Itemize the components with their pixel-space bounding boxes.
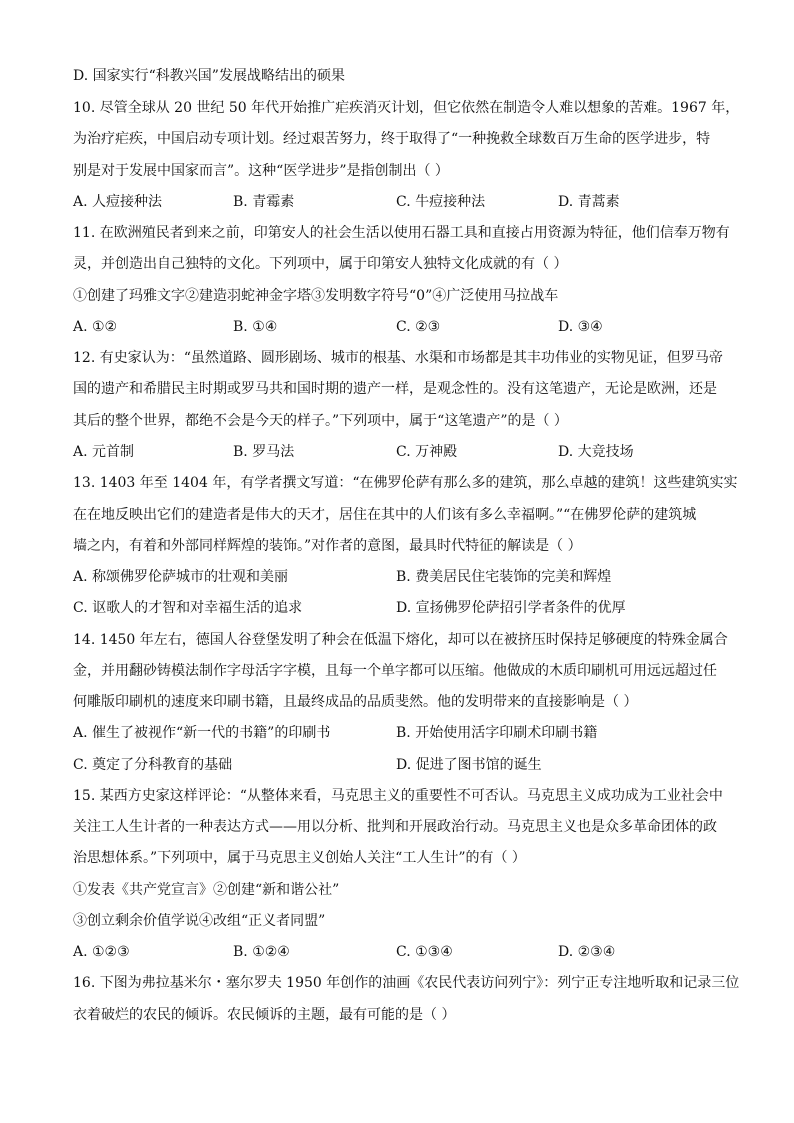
q12-text-line: 国的遗产和希腊民主时期或罗马共和国时期的遗产一样，是观念性的。没有这笔遗产，无论是欧洲，还是 <box>73 381 717 397</box>
q10-option-b: B. 青霉素 <box>233 194 295 210</box>
q12-option-c: C. 万神殿 <box>396 444 458 460</box>
q11-text-line: 11. 在欧洲殖民者到来之前，印第安人的社会生活以使用石器工具和直接占用资源为特征，他们信奉万物有 <box>73 225 730 241</box>
q14-option-b: B. 开始使用活字印刷术印刷书籍 <box>396 725 598 741</box>
q15-option-d: D. ②③④ <box>558 944 616 960</box>
q12-text-line: 12. 有史家认为：“虽然道路、圆形剧场、城市的根基、水渠和市场都是其丰功伟业的实物见证，但罗马帝 <box>73 350 723 366</box>
q11-option-d: D. ③④ <box>558 319 603 335</box>
q15-option-a: A. ①②③ <box>73 944 130 960</box>
q14-text-line: 14. 1450 年左右，德国人谷登堡发明了种会在低温下熔化，却可以在被挤压时保持足够硬度的特殊金属合 <box>73 632 728 648</box>
q11-text-line: 灵，并创造出自己独特的文化。下列项中，属于印第安人独特文化成就的有（ ） <box>73 256 568 272</box>
q16-text-line: 16. 下图为弗拉基米尔・塞尔罗夫 1950 年创作的油画《农民代表访问列宁》：列宁正专注地听取和记录三位 <box>73 975 740 991</box>
q10-text-line: 别是对于发展中国家而言”。这种“医学进步”是指创制出（ ） <box>73 163 449 179</box>
q11-option-c: C. ②③ <box>396 319 441 335</box>
q14-text-line: 金，并用翻砂铸模法制作字母活字字模，且每一个单字都可以压缩。他做成的木质印刷机可用远远超过任 <box>73 663 717 679</box>
q11-option-a: A. ①② <box>73 319 118 335</box>
q14-option-d: D. 促进了图书馆的诞生 <box>396 757 542 773</box>
q16-text-line: 衣着破烂的农民的倾诉。农民倾诉的主题，最有可能的是（ ） <box>73 1007 456 1023</box>
q13-option-b: B. 费美居民住宅装饰的完美和辉煌 <box>396 569 612 585</box>
q12-option-a: A. 元首制 <box>73 444 135 460</box>
q10-text-line: 为治疗疟疾，中国启动专项计划。经过艰苦努力，终于取得了“一种挽救全球数百万生命的医学进步，特 <box>73 131 711 147</box>
q14-option-a: A. 催生了被视作“新一代的书籍”的印刷书 <box>73 725 331 741</box>
q15-statements: ③创立剩余价值学说④改组“正义者同盟” <box>73 913 326 929</box>
q13-text-line: 13. 1403 年至 1404 年，有学者撰文写道：“在佛罗伦萨有那么多的建筑，那么卓越的建筑！这些建筑实实 <box>73 475 738 491</box>
q13-text-line: 在在地反映出它们的建造者是伟大的天才，居住在其中的人们该有多么幸福啊。”“在佛罗伦萨的建筑城 <box>73 507 697 523</box>
q12-option-d: D. 大竞技场 <box>558 444 634 460</box>
q13-option-a: A. 称颂佛罗伦萨城市的壮观和美丽 <box>73 569 289 585</box>
q11-statements: ①创建了玛雅文字②建造羽蛇神金字塔③发明数字符号“0”④广泛使用马拉战车 <box>73 288 559 304</box>
q13-option-c: C. 讴歌人的才智和对幸福生活的追求 <box>73 600 303 616</box>
q15-option-b: B. ①②④ <box>233 944 290 960</box>
q15-text-line: 15. 某西方史家这样评论：“从整体来看，马克思主义的重要性不可否认。马克思主义成功成为工业社会中 <box>73 788 723 804</box>
q15-text-line: 治思想体系。”下列项中，属于马克思主义创始人关注“工人生计”的有（ ） <box>73 850 526 866</box>
q13-text-line: 墙之内，有着和外部同样辉煌的装饰。”对作者的意图，最具时代特征的解读是（ ） <box>73 538 582 554</box>
q10-option-a: A. 人痘接种法 <box>73 194 163 210</box>
q12-text-line: 其后的整个世界，都绝不会是今天的样子。”下列项中，属于“这笔遗产”的是（ ） <box>73 413 568 429</box>
q10-option-c: C. 牛痘接种法 <box>396 194 486 210</box>
q12-option-b: B. 罗马法 <box>233 444 295 460</box>
q10-option-d: D. 青蒿素 <box>558 194 620 210</box>
q13-option-d: D. 宣扬佛罗伦萨招引学者条件的优厚 <box>396 600 626 616</box>
q14-option-c: C. 奠定了分科教育的基础 <box>73 757 233 773</box>
q15-statements: ①发表《共产党宣言》②创建“新和谐公社” <box>73 882 340 898</box>
q15-option-c: C. ①③④ <box>396 944 453 960</box>
q11-option-b: B. ①④ <box>233 319 278 335</box>
q10-text-line: 10. 尽管全球从 20 世纪 50 年代开始推广疟疾消灭计划，但它依然在制造令人难以想象的苦难。1967 年， <box>73 100 740 116</box>
q15-text-line: 关注工人生计者的一种表达方式——用以分析、批判和开展政治行动。马克思主义也是众多革命团体的政 <box>73 819 717 835</box>
q14-text-line: 何雕版印刷机的速度来印刷书籍，且最终成品的品质斐然。他的发明带来的直接影响是（ ） <box>73 694 638 710</box>
q9-option-d: D. 国家实行“科教兴国”发展战略结出的硕果 <box>73 68 345 84</box>
